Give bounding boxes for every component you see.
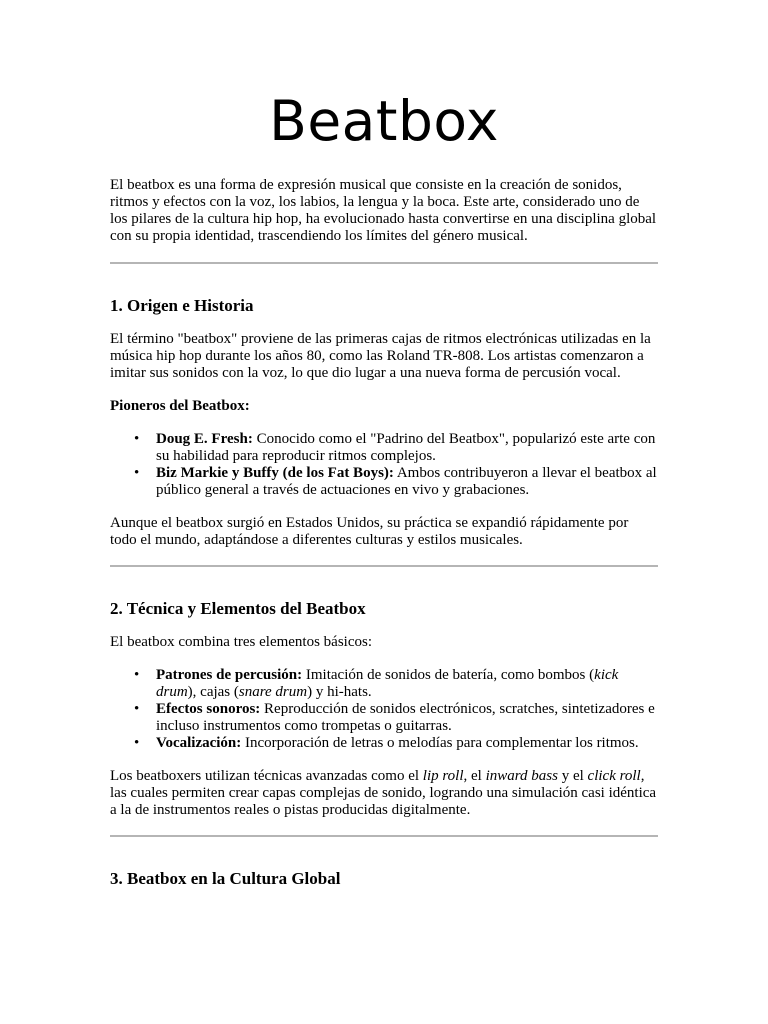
term-italic: snare drum [238,684,308,700]
document-page [110,0,658,889]
list-item-text: Incorporación de letras o melodías para complementar los ritmos. [241,735,639,751]
section-heading-origen: 1. Origen e Historia [110,296,254,315]
list-item-text: Imitación de sonidos de batería, como bombos ( [302,667,595,683]
intro-paragraph: El beatbox es una forma de expresión musical que consiste en la creación de sonidos, ritmos y efectos con la voz, los labios, la lengua y la boca. Este arte, considerado uno de los pilares de la cultura hip hop, ha evolucionado hasta convertirse en una disciplina global con su propia identidad, trascendiendo los límites del género musical. [110,177,657,244]
list-item-text: Ambos contribuyeron a llevar el beatbox al público general a través de actuaciones en vivo y grabaciones. [156,465,657,498]
paragraph-text: y el [557,768,588,784]
list-item [156,431,658,465]
section-heading-cultura: 3. Beatbox en la Cultura Global [110,869,341,888]
paragraph: Aunque el beatbox surgió en Estados Unidos, su práctica se expandió rápidamente por todo el mundo, adaptándose a diferentes culturas y estilos musicales. [110,515,629,548]
term-italic: inward bass [485,768,558,784]
list-item-name: Vocalización: [156,735,242,751]
page-title: Beatbox [269,89,499,153]
list-item [156,465,658,499]
paragraph: El término "beatbox" proviene de las primeras cajas de ritmos electrónicas utilizadas en la música hip hop durante los años 80, como las Roland TR-808. Los artistas comenzaron a imitar sus sonidos con la voz, lo que dio lugar a una nueva forma de percusión vocal. [110,331,651,381]
term-italic: lip roll [422,768,464,784]
divider [110,835,658,837]
pioneers-label-text: Pioneros del Beatbox: [110,398,250,414]
divider [110,262,658,264]
list-item-text: Reproducción de sonidos electrónicos, scratches, sintetizadores e incluso instrumentos como trompetas o guitarras. [156,701,655,734]
paragraph-text: , el [463,768,486,784]
paragraph [110,768,658,819]
list-item-name: Biz Markie y Buffy (de los Fat Boys): [156,465,394,481]
list-item [156,667,658,701]
elements-list [110,667,658,752]
list-item [156,701,658,735]
list-item-text: Conocido como el "Padrino del Beatbox", popularizó este arte con su habilidad para reproducir ritmos complejos. [156,431,656,464]
paragraph-text: , las cuales permiten crear capas complejas de sonido, logrando una simulación casi idéntica a la de instrumentos reales o pistas producidas digitalmente. [110,768,657,818]
list-item [156,735,658,752]
section-heading-tecnica: 2. Técnica y Elementos del Beatbox [110,599,366,618]
pioneers-list [110,431,658,499]
pioneers-label [110,398,658,415]
term-italic: kick drum [156,667,619,700]
list-item-name: Patrones de percusión: [156,667,303,683]
term-italic: click roll [587,768,641,784]
divider [110,565,658,567]
list-item-name: Doug E. Fresh: [156,431,253,447]
paragraph: El beatbox combina tres elementos básicos: [110,634,373,650]
list-item-name: Efectos sonoros: [156,701,261,717]
paragraph-text: Los beatboxers utilizan técnicas avanzadas como el [110,768,423,784]
list-item-text: ) y hi-hats. [307,684,372,700]
list-item-text: ), cajas ( [187,684,239,700]
